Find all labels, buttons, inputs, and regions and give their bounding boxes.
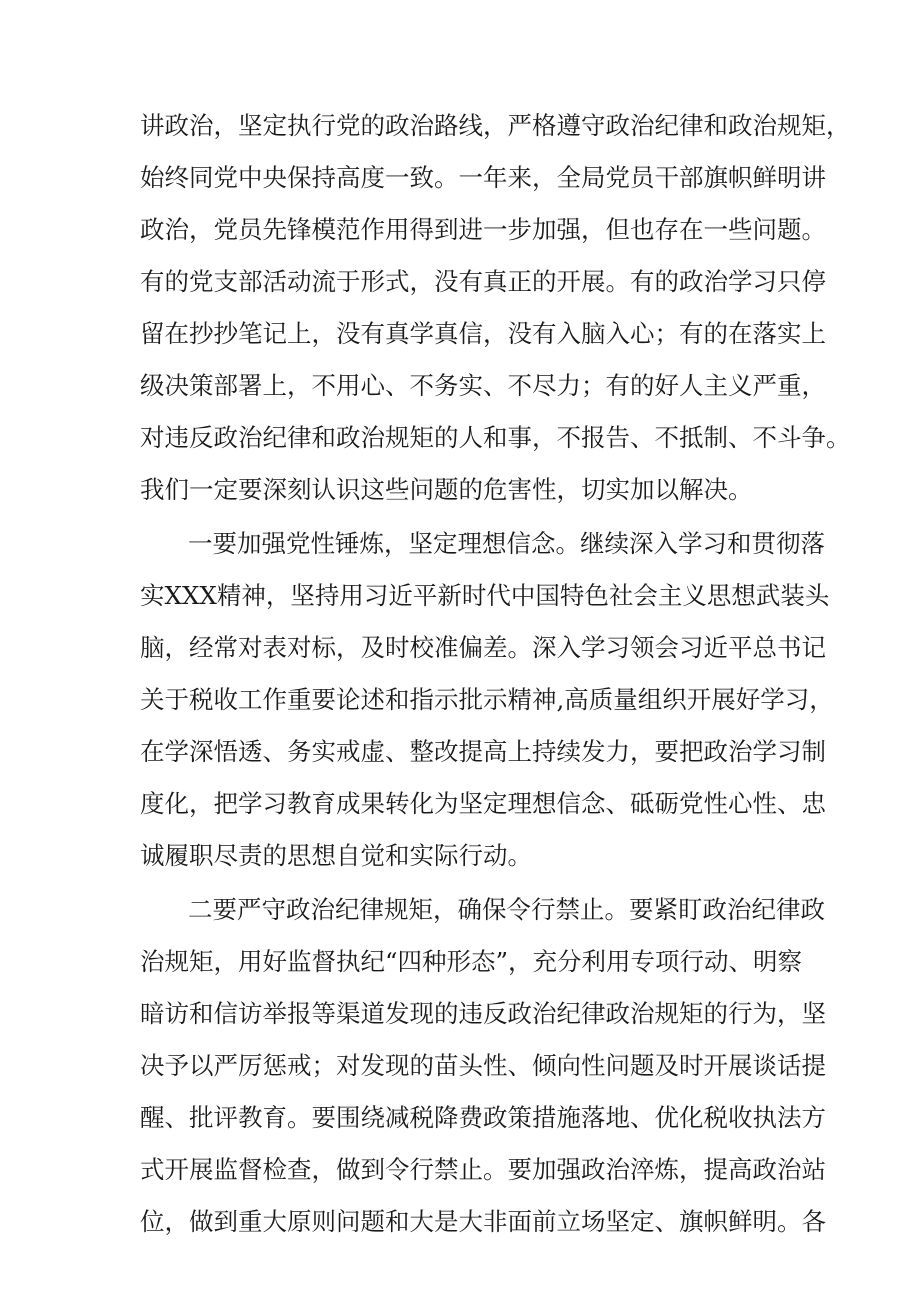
text-line: 我们一定要深刻认识这些问题的危害性，切实加以解决。 [140, 475, 753, 504]
text-line: 位，做到重大原则问题和大是大非面前立场坚定、旗帜鲜明。各 [140, 1207, 826, 1236]
text-line: 级决策部署上，不用心、不务实、不尽力；有的好人主义严重， [140, 371, 826, 400]
text-line: 式开展监督检查，做到令行禁止。要加强政治淬炼，提高政治站 [140, 1155, 826, 1184]
paragraph-first-line: 一要加强党性锤炼，坚定理想信念。继续深入学习和贯彻落 [188, 529, 825, 558]
text-line: 留在抄抄笔记上，没有真学真信，没有入脑入心；有的在落实上 [140, 319, 826, 348]
text-line: 治规矩，用好监督执纪“四种形态”，充分利用专项行动、明察 [140, 947, 803, 976]
text-line: 在学深悟透、务实戒虚、整改提高上持续发力，要把政治学习制 [140, 737, 826, 766]
text-line: 讲政治，坚定执行党的政治路线，严格遵守政治纪律和政治规矩， [140, 111, 851, 140]
text-line: 有的党支部活动流于形式，没有真正的开展。有的政治学习只停 [140, 267, 826, 296]
paragraph-first-line: 二要严守政治纪律规矩，确保令行禁止。要紧盯政治纪律政 [188, 895, 825, 924]
text-line: 对违反政治纪律和政治规矩的人和事，不报告、不抵制、不斗争。 [140, 423, 851, 452]
text-line: 暗访和信访举报等渠道发现的违反政治纪律政治规矩的行为，坚 [140, 999, 826, 1028]
text-line: 始终同党中央保持高度一致。一年来，全局党员干部旗帜鲜明讲 [140, 163, 826, 192]
text-line: 实XXX精神，坚持用习近平新时代中国特色社会主义思想武装头 [140, 581, 830, 610]
text-line: 度化，把学习教育成果转化为坚定理想信念、砥砺党性心性、忠 [140, 789, 826, 818]
text-line: 决予以严厉惩戒；对发现的苗头性、倾向性问题及时开展谈话提 [140, 1051, 826, 1080]
text-line: 诚履职尽责的思想自觉和实际行动。 [140, 841, 532, 870]
text-line: 脑，经常对表对标，及时校准偏差。深入学习领会习近平总书记 [140, 633, 826, 662]
text-line: 政治，党员先锋模范作用得到进一步加强，但也存在一些问题。 [140, 215, 826, 244]
text-line: 关于税收工作重要论述和指示批示精神,高质量组织开展好学习， [140, 685, 834, 714]
text-line: 醒、批评教育。要围绕减税降费政策措施落地、优化税收执法方 [140, 1103, 826, 1132]
